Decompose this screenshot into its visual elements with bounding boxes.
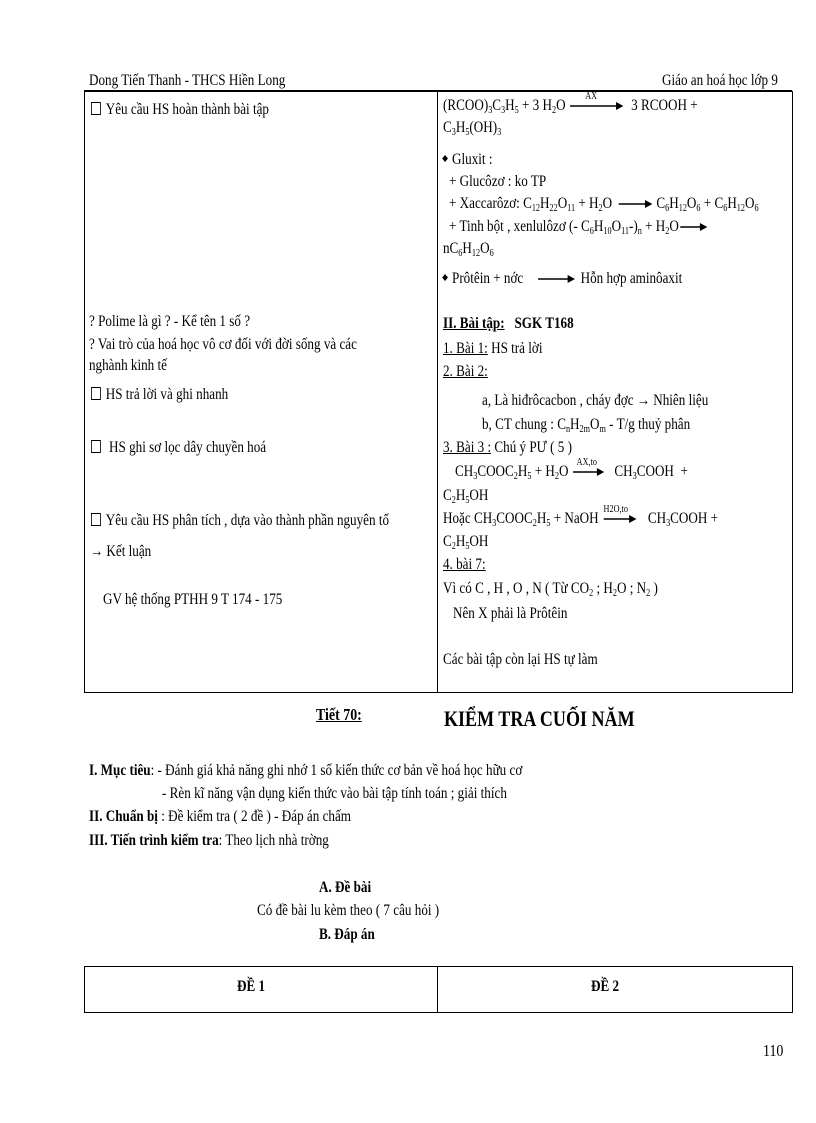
remaining-exercises: Các bài tập còn lại HS tự làm: [443, 651, 598, 668]
reaction-condition: AX: [585, 91, 598, 102]
task-conclusion: → Kết luận: [90, 543, 152, 560]
question-polime: ? Polime là gì ? - Kể tên 1 số ?: [89, 313, 251, 330]
task-chain: HS ghi sơ lọc dây chuyền hoá: [91, 439, 266, 457]
question-vai-tro-cont: nghành kinh tế: [89, 357, 167, 374]
objectives-2: - Rèn kĩ năng vận dụng kiến thức vào bài tập tính toán ; giải thích: [162, 785, 507, 802]
answer-table-divider: [437, 966, 438, 1012]
exercise-2-label: 2. Bài 2:: [443, 363, 488, 380]
answer-table: [84, 966, 793, 1013]
lesson-number: Tiết 70:: [316, 705, 362, 724]
protein-line: Prôtêin + nớc Hỗn hợp aminôaxit: [443, 270, 682, 288]
exam-process: III. Tiến trình kiểm tra: Theo lịch nhà trờng: [89, 832, 329, 849]
table-divider: [437, 91, 438, 692]
tinh-bot-line: + Tinh bột , xenlulôzơ (- $C_6H_{10}O_{11}-)_n + H_2O$: [449, 218, 708, 236]
header-left: Dong Tiến Thanh - THCS Hiền Long: [89, 72, 286, 89]
bullet-icon: [442, 155, 448, 162]
reaction-condition: H2O,to: [603, 504, 628, 515]
exam-questions-note: Có đề bài lu kèm theo ( 7 câu hỏi ): [257, 902, 440, 919]
arrow-right-icon: →: [636, 392, 650, 409]
reaction-arrow-icon: [526, 274, 577, 284]
reaction-arrow-icon: [615, 199, 653, 209]
exercise-3-label: 3. Bài 3 : Chú ý PƯ ( 5 ): [443, 439, 572, 456]
exam-title: KIỂM TRA CUỐI NĂM: [444, 706, 635, 731]
exercise-7-text: Vì có C , H , O , N ( Từ $CO_2$ ; $H_2O$ ; $N_2$ ): [443, 580, 658, 599]
checkbox-icon: [91, 513, 101, 526]
task-complete-exercise: Yêu cầu HS hoàn thành bài tập: [91, 101, 269, 119]
exercise-3-eq1-line2: $C_2H_5OH$: [443, 487, 489, 506]
exercise-2b: b, CT chung : $C_nH_{2m}O_m - T/g$ thuỷ phân: [482, 416, 691, 435]
checkbox-icon: [91, 440, 101, 453]
objectives-1: I. Mục tiêu: - Đánh giá khả năng ghi nhớ 1 số kiến thức cơ bản về hoá học hữu cơ: [89, 762, 523, 779]
header-de-2: ĐỀ 2: [591, 978, 620, 995]
task-analyze: Yêu cầu HS phân tích , dựa vào thành phần nguyên tố: [91, 512, 389, 530]
task-answer: HS trả lời và ghi nhanh: [91, 386, 228, 404]
xaccarozo-line: + Xaccarôzơ: $C_{12}H_{22}O_{11} + H_2O$ $C_6H_{12}O_6 + C_6H_{12}O_6$: [449, 195, 759, 214]
gluxit-heading: Gluxit :: [443, 151, 492, 169]
section-exam-questions: A. Đề bài: [319, 879, 372, 896]
eq-ester-hydrolysis: $(RCOO)_3C_3H_5 + 3$ $H_2O$ AX 3 RCOOH +: [443, 97, 698, 115]
reaction-arrow-icon: [679, 222, 709, 232]
exercise-7-conclusion: Nên X phải là Prôtêin: [453, 605, 568, 622]
preparation: II. Chuẩn bị : Đề kiểm tra ( 2 đề ) - Đáp án chấm: [89, 808, 352, 825]
bullet-icon: [442, 274, 448, 281]
header-right: Giáo an hoá học lớp 9: [662, 72, 778, 89]
header-de-1: ĐỀ 1: [237, 978, 266, 995]
eq-glycerol: $C_3H_5(OH)_3$: [443, 119, 502, 138]
checkbox-icon: [91, 387, 101, 400]
reaction-condition: AX,to: [576, 457, 597, 468]
exercise-2a: a, Là hiđrôcacbon , cháy đợc → Nhiên liệu: [482, 392, 709, 409]
glucozo-line: + Glucôzơ : ko TP: [449, 173, 547, 190]
page-number: 110: [763, 1041, 784, 1060]
exercise-heading: II. Bài tập: SGK T168: [443, 315, 574, 332]
exercise-7-label: 4. bài 7:: [443, 556, 486, 573]
teacher-system: GV hệ thống PTHH 9 T 174 - 175: [103, 591, 283, 608]
tinh-bot-product: $nC_6H_{12}O_6$: [443, 240, 494, 259]
exercise-3-eq2-line2: $C_2H_5OH$: [443, 533, 489, 552]
question-vai-tro: ? Vai trò của hoá học vô cơ đối với đời sống và các: [89, 336, 357, 353]
exercise-3-eq2: Hoặc $CH_3COOC_2H_5$ + NaOH H2O,to $CH_3COOH$ +: [443, 510, 718, 528]
exercise-3-eq1: $CH_3COOC_2H_5 + H_2O$ AX,to $CH_3COOH$ +: [455, 463, 688, 481]
checkbox-icon: [91, 102, 101, 115]
section-answer-key: B. Đáp án: [319, 926, 375, 943]
exercise-1: 1. Bài 1: HS trả lời: [443, 340, 543, 357]
arrow-right-icon: →: [90, 543, 104, 560]
